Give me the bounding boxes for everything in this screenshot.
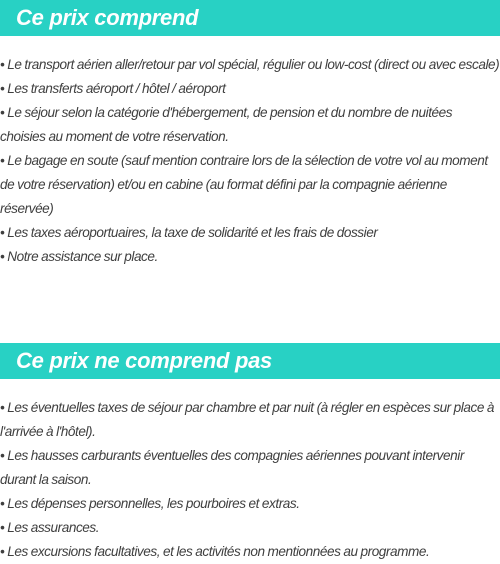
- list-item: • Notre assistance sur place.: [0, 249, 158, 264]
- list-item: • Les éventuelles taxes de séjour par chambre et par nuit (à régler en espèces sur place à l'arrivée à l'hôtel).: [0, 400, 494, 439]
- includes-list: [0, 53, 500, 269]
- list-item: • Les hausses carburants éventuelles des compagnies aériennes pouvant intervenir durant la saison.: [0, 448, 464, 487]
- list-item: • Les dépenses personnelles, les pourboires et extras.: [0, 496, 300, 511]
- list-item: • Le séjour selon la catégorie d'hébergement, de pension et du nombre de nuitées choisies au moment de votre réservation.: [0, 105, 453, 144]
- includes-section-header: [0, 0, 500, 36]
- excludes-list: [0, 396, 500, 564]
- list-item: • Le transport aérien aller/retour par vol spécial, régulier ou low-cost (direct ou avec escale): [0, 57, 500, 72]
- list-item: • Les excursions facultatives, et les activités non mentionnées au programme.: [0, 544, 430, 559]
- includes-section-title: Ce prix comprend: [16, 5, 199, 30]
- list-item: • Les assurances.: [0, 520, 100, 535]
- excludes-section-title: Ce prix ne comprend pas: [16, 348, 272, 373]
- list-item: • Les transferts aéroport / hôtel / aéroport: [0, 81, 226, 96]
- list-item: • Le bagage en soute (sauf mention contraire lors de la sélection de votre vol au moment de votre réservation) et/ou en cabine (au format défini par la compagnie aérienne réservée): [0, 153, 488, 216]
- list-item: • Les taxes aéroportuaires, la taxe de solidarité et les frais de dossier: [0, 225, 378, 240]
- excludes-section-header: [0, 343, 500, 379]
